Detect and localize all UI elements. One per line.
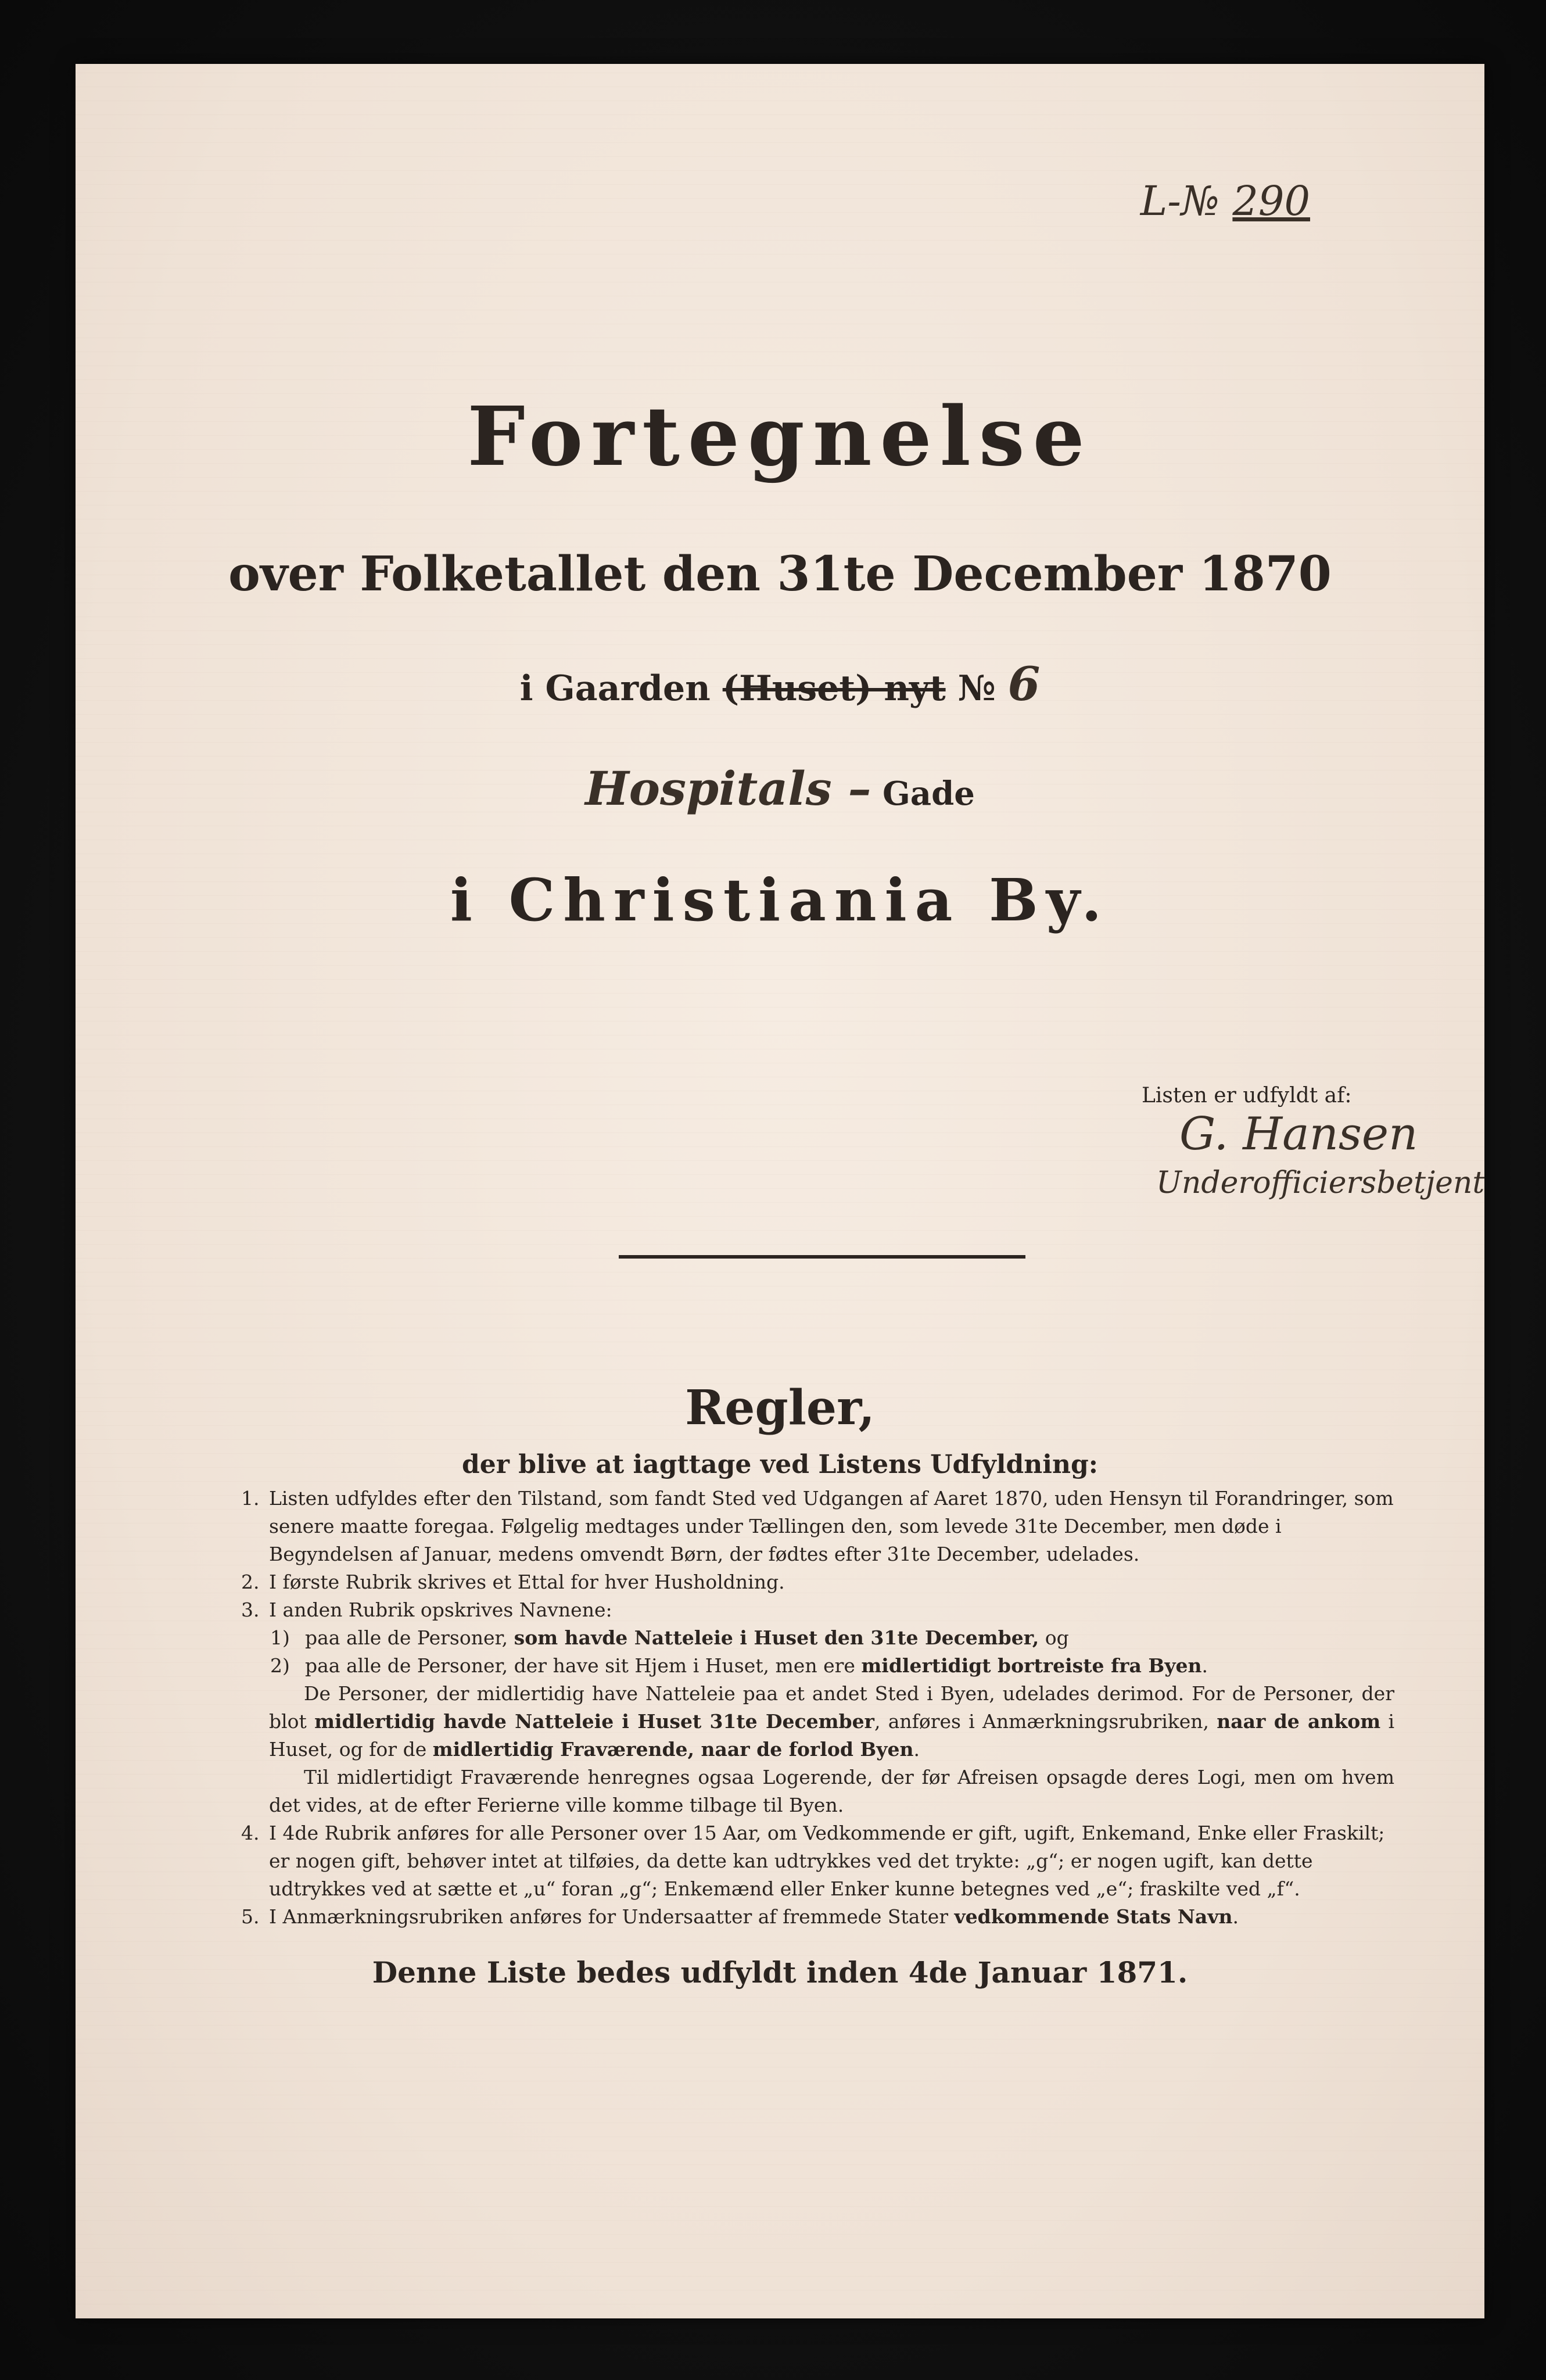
list-number-prefix: L-№ [1140, 177, 1220, 225]
rule-paragraph: Til midlertidigt Fraværende henregnes ogsaa Logerende, der før Afreisen opsagde deres Logi, men om hvem det vides, at de efter Ferierne ville komme tilbage til Byen. [269, 1766, 1394, 1816]
rules-list [241, 1485, 1394, 1931]
rules-subheading: der blive at iagttage ved Listens Udfyldning: [462, 1450, 1098, 1479]
city-line: i Christiania By. [450, 866, 1110, 934]
street-line [76, 761, 1484, 816]
filled-by-label: Listen er udfyldt af: [1142, 1084, 1352, 1107]
rule-item: 3. I anden Rubrik opskrives Navnene: [241, 1598, 612, 1621]
document-title: Fortegnelse [467, 389, 1093, 485]
street-suffix: Gade [882, 775, 975, 813]
street-name-handwritten: Hospitals – [585, 761, 871, 816]
signature [1156, 1108, 1485, 1207]
signature-name: G. Hansen [1179, 1108, 1418, 1160]
address-number-handwritten: 6 [1007, 657, 1041, 711]
signature-title: Underofficiersbetjent [1156, 1166, 1485, 1200]
address-line [76, 657, 1484, 711]
list-number [1140, 177, 1310, 225]
section-divider [619, 1255, 1025, 1259]
deadline-line: Denne Liste bedes udfyldt inden 4de Januar 1871. [372, 1955, 1188, 1990]
census-form-paper [76, 64, 1484, 2318]
rule-item: 4. I 4de Rubrik anføres for alle Personer over 15 Aar, om Vedkommende er gift, ugift, Enkemand, Enke eller Fraskilt; er nogen gift, behøver intet at tilføies, da dette kan udtrykkes ved det trykte: „g“; er nogen ugift, kan dette udtrykkes ved at sætte et „u“ foran „g“; Enkemænd eller Enker kunne betegnes ved „e“; fraskilte ved „f“. [241, 1822, 1385, 1900]
address-struck-words: (Huset) nyt [722, 668, 946, 709]
rule-item: 5. I Anmærkningsrubriken anføres for Undersaatter af fremmede Stater vedkommende Stats Navn. [241, 1905, 1239, 1928]
document-subtitle: over Folketallet den 31te December 1870 [228, 546, 1332, 602]
address-number-sign: № [957, 668, 996, 709]
address-prefix: i Gaarden [519, 668, 711, 709]
rule-item: 2. I første Rubrik skrives et Ettal for hver Husholdning. [241, 1571, 785, 1593]
rule-paragraph: De Personer, der midlertidig have Natteleie paa et andet Sted i Byen, udelades derimod. For de Personer, der blot midlertidig havde Natteleie i Huset 31te December, anføres i Anmærkningsrubriken, naar de ankom i Huset, og for de midlertidig Fraværende, naar de forlod Byen. [269, 1682, 1394, 1761]
list-number-value: 290 [1232, 177, 1310, 225]
rule-subitem: 2) paa alle de Personer, der have sit Hjem i Huset, men ere midlertidigt bortreiste fra Byen. [270, 1654, 1208, 1677]
rules-heading: Regler, [685, 1380, 875, 1436]
rule-subitem: 1) paa alle de Personer, som havde Natteleie i Huset den 31te December, og [270, 1626, 1069, 1649]
rule-item: 1. Listen udfyldes efter den Tilstand, som fandt Sted ved Udgangen af Aaret 1870, uden Hensyn til Forandringer, som senere maatte foregaa. Følgelig medtages under Tællingen den, som levede 31te December, men døde i Begyndelsen af Januar, medens omvendt Børn, der fødtes efter 31te December, udelades. [241, 1487, 1394, 1565]
